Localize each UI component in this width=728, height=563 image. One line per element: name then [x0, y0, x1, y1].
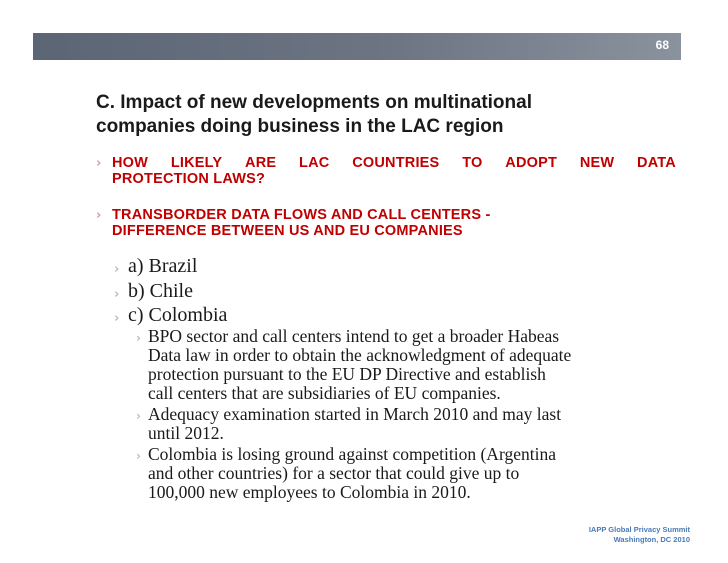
red-bullet-line: TRANSBORDER DATA FLOWS AND CALL CENTERS -: [112, 207, 491, 223]
word: ARE: [245, 155, 277, 171]
colombia-point-bpo: [136, 327, 571, 403]
chevron-right-icon: ›: [136, 409, 141, 423]
point-line: Adequacy examination started in March 2010 and may last: [148, 404, 562, 424]
point-line: until 2012.: [148, 423, 224, 443]
point-line: call centers that are subsidiaries of EU companies.: [148, 383, 501, 403]
red-bullet-line: [96, 155, 676, 171]
red-bullet-transborder: [96, 207, 676, 239]
colombia-point-adequacy: [136, 405, 561, 443]
word: ADOPT: [505, 155, 558, 171]
chevron-right-icon: ›: [114, 262, 120, 277]
sub-item-label: a) Brazil: [128, 255, 198, 277]
chevron-right-icon: ›: [136, 449, 141, 463]
word: LAC: [299, 155, 330, 171]
word: HOW: [112, 155, 149, 171]
chevron-right-icon: ›: [136, 331, 141, 345]
red-bullet-line: PROTECTION LAWS?: [112, 171, 266, 187]
chevron-right-icon: ›: [114, 287, 120, 302]
event-footer: [589, 525, 690, 545]
word: NEW: [579, 155, 615, 171]
point-line: protection pursuant to the EU DP Directive and establish: [148, 364, 546, 384]
chevron-right-icon: ›: [96, 208, 102, 223]
point-line: and other countries) for a sector that could give up to: [148, 463, 520, 483]
point-line: BPO sector and call centers intend to get a broader Habeas: [148, 326, 560, 346]
sub-item-label: c) Colombia: [128, 304, 228, 326]
word: TO: [462, 155, 483, 171]
header-bar: [33, 33, 681, 60]
footer-line: Washington, DC 2010: [613, 535, 690, 544]
point-line: Colombia is losing ground against competition (Argentina: [148, 444, 556, 464]
slide-title-line: companies doing business in the LAC region: [96, 116, 504, 137]
slide-title-line: C. Impact of new developments on multinational: [96, 92, 532, 113]
sub-item-brazil: [114, 255, 197, 277]
word: COUNTRIES: [352, 155, 440, 171]
sub-item-label: b) Chile: [128, 280, 193, 302]
footer-line: IAPP Global Privacy Summit: [588, 525, 690, 534]
colombia-point-competition: [136, 445, 556, 502]
slide-title: [96, 91, 696, 139]
red-bullet-line: DIFFERENCE BETWEEN US AND EU COMPANIES: [112, 223, 463, 239]
word: DATA: [637, 155, 676, 171]
red-bullet-adopt-laws: [96, 155, 676, 187]
chevron-right-icon: ›: [96, 156, 102, 171]
sub-item-colombia: [114, 304, 227, 326]
slide-number: 68: [655, 38, 669, 52]
point-line: 100,000 new employees to Colombia in 2010.: [148, 482, 471, 502]
word: LIKELY: [170, 155, 223, 171]
sub-item-chile: [114, 280, 193, 302]
chevron-right-icon: ›: [114, 311, 120, 326]
point-line: Data law in order to obtain the acknowledgment of adequate: [148, 345, 572, 365]
